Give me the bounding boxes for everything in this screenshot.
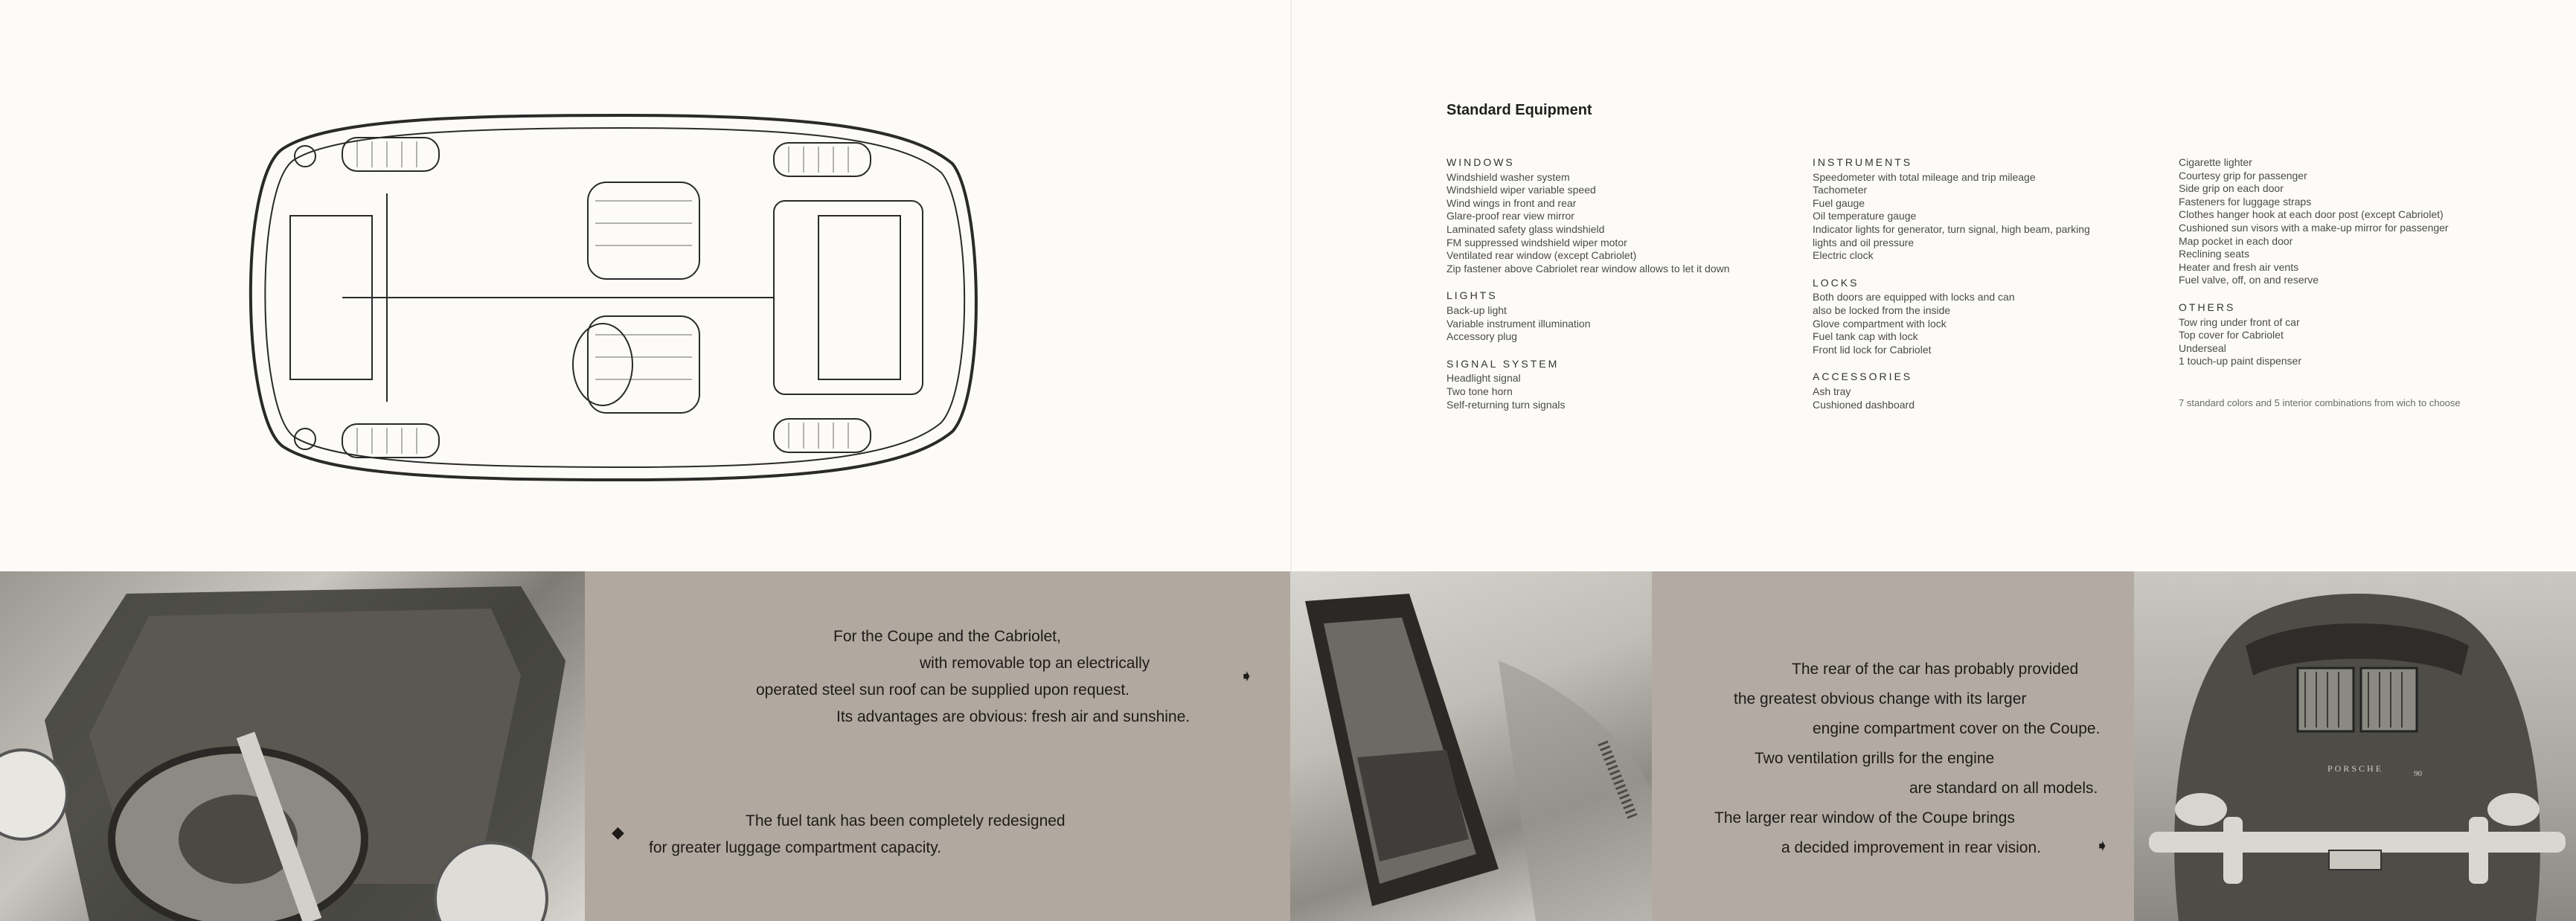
section-others xyxy=(2179,301,2528,368)
list-item: Accessory plug xyxy=(1446,330,1517,343)
list-item: Side grip on each door xyxy=(2179,182,2284,195)
chassis-diagram xyxy=(238,104,990,491)
list-item: Front lid lock for Cabriolet xyxy=(1813,343,1932,356)
list-item: FM suppressed windshield wiper motor xyxy=(1446,236,1627,248)
list-item: Glare-proof rear view mirror xyxy=(1446,210,1574,222)
list-item: Courtesy grip for passenger xyxy=(2179,169,2307,182)
list-item: Two tone horn xyxy=(1446,385,1513,397)
list-item: Underseal xyxy=(2179,341,2226,354)
list-item: 1 touch-up paint dispenser xyxy=(2179,355,2301,368)
section-title: ACCESSORIES xyxy=(1813,370,1913,383)
caption-line: The fuel tank has been completely redesigned xyxy=(746,812,1066,829)
equipment-title: Standard Equipment xyxy=(1446,102,1592,118)
rear-illustration xyxy=(2134,571,2576,921)
list-item: Heater and fresh air vents xyxy=(2179,260,2299,273)
list-item: Fuel valve, off, on and reserve xyxy=(2179,274,2319,286)
caption-line: the greatest obvious change with its larger xyxy=(1734,690,2027,707)
list-item: Zip fastener above Cabriolet rear window allows to let it down xyxy=(1446,262,1730,275)
caption-line: a decided improvement in rear vision. xyxy=(1781,839,2042,856)
sunroof-caption-panel xyxy=(585,571,1290,921)
list-item: Fuel gauge xyxy=(1813,196,1865,209)
rear-caption-panel xyxy=(1652,571,2134,921)
page-fold xyxy=(1290,0,1292,571)
equipment-column-3 xyxy=(2179,156,2528,382)
list-item: Fuel tank cap with lock xyxy=(1813,330,1918,343)
caption-line: Its advantages are obvious: fresh air and sunshine. xyxy=(836,708,1191,725)
list-item: Ash tray xyxy=(1813,385,1851,397)
section-title: OTHERS xyxy=(2179,301,2236,313)
section-title: LIGHTS xyxy=(1446,289,1498,302)
caption-line: are standard on all models. xyxy=(1909,780,2098,797)
caption-line: for greater luggage compartment capacity. xyxy=(649,839,941,856)
caption-line: with removable top an electrically xyxy=(920,655,1150,672)
arrow-left-icon: ◆ xyxy=(612,823,624,841)
list-item: Both doors are equipped with locks and can xyxy=(1813,291,2015,304)
list-item: also be locked from the inside xyxy=(1813,304,1951,316)
list-item: Top cover for Cabriolet xyxy=(2179,329,2284,341)
list-item: Reclining seats xyxy=(2179,248,2249,260)
caption-line: Two ventilation grills for the engine xyxy=(1755,750,1995,767)
list-item: Clothes hanger hook at each door post (except Cabriolet) xyxy=(2179,208,2444,221)
arrow-right-icon: ➧ xyxy=(1240,667,1254,685)
equipment-column-1 xyxy=(1446,156,1796,426)
list-item: Variable instrument illumination xyxy=(1446,317,1591,330)
section-instruments xyxy=(1813,156,2162,263)
caption-line: The rear of the car has probably provided xyxy=(1792,661,2079,678)
section-windows xyxy=(1446,156,1796,275)
caption-line: engine compartment cover on the Coupe. xyxy=(1813,720,2101,737)
list-item: Tow ring under front of car xyxy=(2179,315,2300,328)
list-item: Map pocket in each door xyxy=(2179,234,2293,247)
section-signal-system xyxy=(1446,358,1796,411)
list-item: Laminated safety glass windshield xyxy=(1446,222,1605,235)
section-lights xyxy=(1446,289,1796,343)
arrow-right-icon: ➧ xyxy=(2095,836,2109,855)
equipment-column-2 xyxy=(1813,156,2162,426)
list-item: Ventilated rear window (except Cabriolet) xyxy=(1446,249,1637,262)
section-title: LOCKS xyxy=(1813,276,1859,289)
section-title: INSTRUMENTS xyxy=(1813,156,1913,168)
list-item: Electric clock xyxy=(1813,249,1874,262)
trunk-photo xyxy=(0,571,585,921)
model-number-badge: 90 xyxy=(2414,769,2422,778)
caption-line: operated steel sun roof can be supplied upon request. xyxy=(756,681,1130,699)
list-item: Windshield wiper variable speed xyxy=(1446,184,1596,196)
list-item: Windshield washer system xyxy=(1446,170,1570,183)
section-locks xyxy=(1813,277,2162,357)
bottom-strip xyxy=(0,571,2576,921)
list-item: Wind wings in front and rear xyxy=(1446,196,1577,209)
list-item: Tachometer xyxy=(1813,184,1868,196)
caption-line: For the Coupe and the Cabriolet, xyxy=(833,628,1061,645)
rear-photo xyxy=(2134,571,2576,921)
list-item: Self-returning turn signals xyxy=(1446,398,1566,411)
color-note: 7 standard colors and 5 interior combinations from wich to choose xyxy=(2179,397,2461,408)
caption-line: The larger rear window of the Coupe brings xyxy=(1714,809,2015,827)
list-item: Back-up light xyxy=(1446,304,1507,316)
list-item: Cushioned dashboard xyxy=(1813,398,1915,411)
list-item: Oil temperature gauge xyxy=(1813,210,1917,222)
list-item: Headlight signal xyxy=(1446,372,1521,385)
list-item: Speedometer with total mileage and trip mileage xyxy=(1813,170,2036,183)
list-item: lights and oil pressure xyxy=(1813,236,1915,248)
trunk-illustration xyxy=(0,571,585,921)
list-item: Indicator lights for generator, turn signal, high beam, parking xyxy=(1813,222,2090,235)
section-title: SIGNAL SYSTEM xyxy=(1446,357,1560,370)
sunroof-photo xyxy=(1290,571,1652,921)
section-accessories xyxy=(1813,370,2162,411)
list-item: Cushioned sun visors with a make-up mirror for passenger xyxy=(2179,221,2449,234)
list-item: Fasteners for luggage straps xyxy=(2179,195,2312,208)
section-title: WINDOWS xyxy=(1446,156,1515,168)
sunroof-illustration xyxy=(1290,571,1652,921)
section-interior xyxy=(2179,156,2528,287)
list-item: Glove compartment with lock xyxy=(1813,317,1947,330)
list-item: Cigarette lighter xyxy=(2179,156,2252,168)
porsche-badge: PORSCHE xyxy=(2327,763,2384,774)
